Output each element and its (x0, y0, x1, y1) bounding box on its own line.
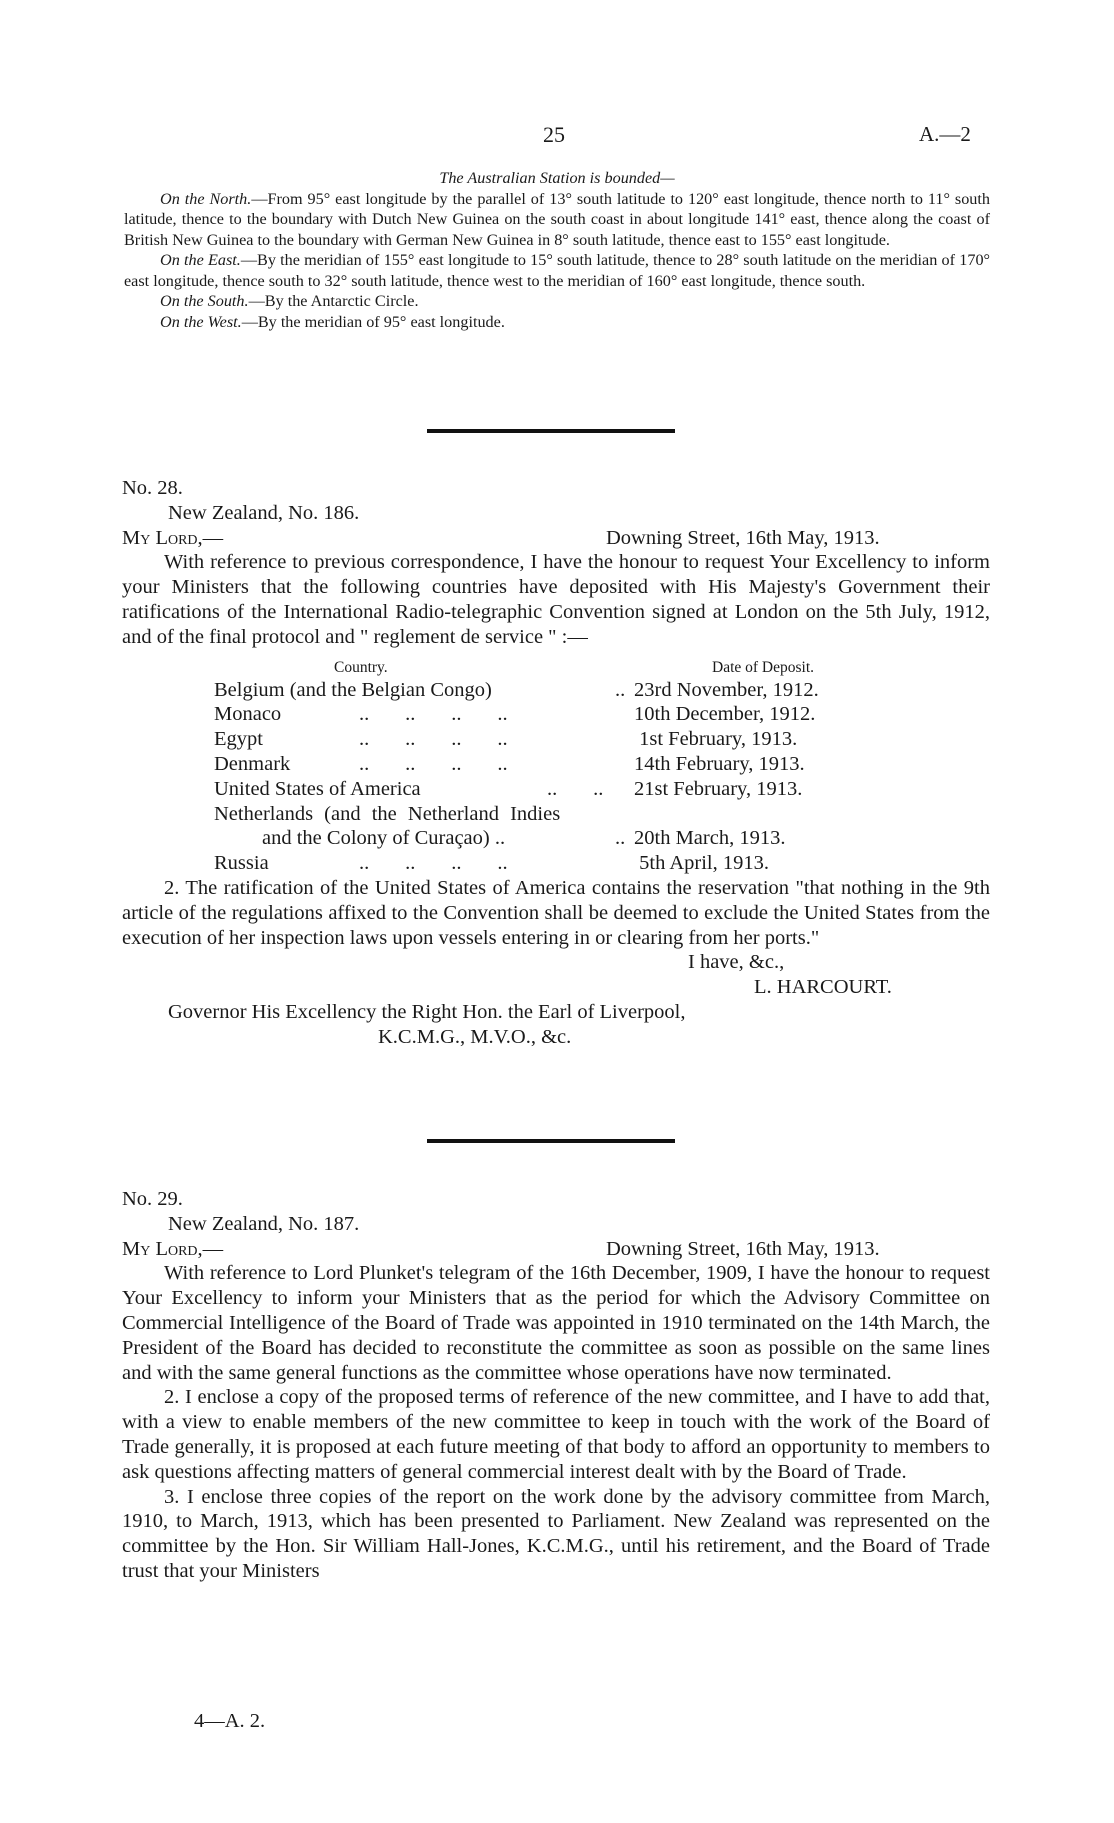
date-cell: 5th April, 1913. (634, 852, 769, 875)
west-label: On the West. (160, 312, 242, 331)
date-cell: 21st February, 1913. (634, 777, 803, 800)
paragraph-1: With reference to Lord Plunket's telegram of the 16th December, 1909, I have the honour to request Your Excellency to inform your Ministers that as the period for which the Advisory Committee on Commercial Intelligence of the Board of Trade was appointed in 1910 terminated on the 14th March, the President of the Board has decided to reconstitute the committee as soon as possible on the same lines and with the same general functions as the committee whose operations have now terminated. (122, 1262, 990, 1384)
paragraph-3: 3. I enclose three copies of the report on the work done by the advisory committee from March, 1910, to March, 1913, which has been presented to Parliament. New Zealand was represented on the committee by the Hon. Sir William Hall-Jones, K.C.M.G., until his retirement, and the Board of Trade trust that your Ministers (122, 1485, 990, 1582)
north-label: On the North. (160, 189, 252, 208)
east-boundary (124, 250, 990, 291)
table-row (122, 802, 990, 827)
closing: I have, &c., (688, 951, 785, 974)
date-cell: 14th February, 1913. (634, 752, 805, 775)
table-row (122, 826, 990, 851)
letter-no-28 (122, 476, 990, 1050)
salutation: My Lord,— (122, 526, 224, 549)
page-number: 25 (543, 122, 565, 147)
country-cell: Denmark (214, 752, 291, 775)
place-date: Downing Street, 16th May, 1913. (606, 1237, 880, 1260)
letter-number: No. 28. (122, 477, 183, 499)
north-boundary (124, 189, 990, 251)
salutation-line (122, 1237, 990, 1262)
document-reference: A.—2 (919, 122, 971, 146)
dispatch-number: New Zealand, No. 187. (168, 1212, 360, 1235)
addressee-honours: K.C.M.G., M.V.O., &c. (378, 1025, 572, 1048)
date-cell: 20th March, 1913. (634, 827, 786, 850)
table-row (122, 702, 990, 727)
signature-mark: 4—A. 2. (194, 1710, 266, 1732)
closing-line (122, 950, 990, 975)
date-cell: 10th December, 1912. (634, 703, 816, 726)
west-text: —By the meridian of 95° east longitude. (241, 312, 505, 331)
table-row (122, 678, 990, 703)
east-label: On the East. (160, 251, 241, 269)
east-text: —By the meridian of 155° east longitude to 15° south latitude, thence to 28° south latitude on the meridian of 170° east longitude, thence south to 32° south latitude, thence west to the meridian of 160° east longitude, thence south. (124, 251, 991, 290)
letter-no-29 (122, 1187, 990, 1584)
salutation-line (122, 526, 990, 551)
leader-dots: .. (615, 678, 626, 701)
south-boundary (124, 291, 990, 312)
country-cell: Egypt (214, 728, 263, 751)
letter-number: No. 29. (122, 1188, 183, 1210)
addressee-line-2 (122, 1025, 990, 1050)
column-header-date: Date of Deposit. (712, 658, 815, 676)
table-row (122, 777, 990, 802)
section-divider (427, 1139, 675, 1143)
dispatch-number: New Zealand, No. 186. (168, 501, 360, 524)
leader-dots: .. .. .. .. (359, 703, 508, 726)
north-text: —From 95° east longitude by the parallel of 13° south latitude to 120° east longitude, thence north to 11° south latitude, thence to the boundary with Dutch New Guinea on the south coast in about longitude 141° east, thence along the coast of British New Guinea to the boundary with German New Guinea in 8° south latitude, thence east to 155° east longitude. (124, 189, 990, 249)
south-text: —By the Antarctic Circle. (248, 292, 419, 310)
table-row (122, 752, 990, 777)
country-cell: Belgium (and the Belgian Congo) (214, 678, 492, 701)
dispatch-line (122, 1212, 990, 1237)
west-boundary (124, 312, 990, 333)
paragraph-2: 2. I enclose a copy of the proposed terms of reference of the new committee, and I have to add that, with a view to enable members of the new committee to keep in touch with the work of the Board of Trade generally, it is proposed at each future meeting of that body to afford an opportunity to members to ask questions affecting matters of general commercial interest dealt with by the Board of Trade. (122, 1386, 990, 1483)
signature-line (122, 975, 990, 1000)
country-cell: Netherlands (and the Netherland Indies (214, 802, 561, 825)
australian-station-section (124, 168, 990, 332)
date-cell: 23rd November, 1912. (634, 678, 819, 701)
addressee: Governor His Excellency the Right Hon. the Earl of Liverpool, (168, 1000, 686, 1023)
date-cell: 1st February, 1913. (634, 728, 798, 751)
country-cell: United States of America (214, 777, 421, 800)
signature: L. HARCOURT. (754, 976, 892, 999)
addressee-line-1 (122, 1000, 990, 1025)
table-header (122, 656, 990, 678)
leader-dots: .. .. .. .. (359, 752, 508, 775)
table-row (122, 727, 990, 752)
dispatch-line (122, 501, 990, 526)
table-row (122, 851, 990, 876)
station-title: The Australian Station is bounded— (439, 169, 675, 187)
paragraph-1: With reference to previous correspondence, I have the honour to request Your Excellency to inform your Ministers that the following countries have deposited with His Majesty's Government their ratifications of the International Radio-telegraphic Convention signed at London on the 5th July, 1912, and of the final protocol and " reglement de service " :— (122, 551, 990, 648)
south-label: On the South. (160, 292, 249, 310)
section-divider (427, 429, 675, 433)
country-cell: Monaco (214, 703, 282, 726)
country-cell: Russia (214, 852, 269, 875)
column-header-country: Country. (334, 658, 388, 676)
leader-dots: .. .. (547, 777, 604, 800)
paragraph-2: 2. The ratification of the United States of America contains the reservation "that nothing in the 9th article of the regulations affixed to the Convention shall be deemed to exclude the United States from the execution of her inspection laws upon vessels entering in or clearing from her ports." (122, 876, 990, 949)
place-date: Downing Street, 16th May, 1913. (606, 526, 880, 549)
country-cell: and the Colony of Curaçao) .. (262, 827, 506, 850)
salutation: My Lord,— (122, 1237, 224, 1260)
ratification-table (122, 656, 990, 876)
leader-dots: .. (615, 827, 626, 850)
leader-dots: .. .. .. .. (359, 728, 508, 751)
leader-dots: .. .. .. .. (359, 852, 508, 875)
